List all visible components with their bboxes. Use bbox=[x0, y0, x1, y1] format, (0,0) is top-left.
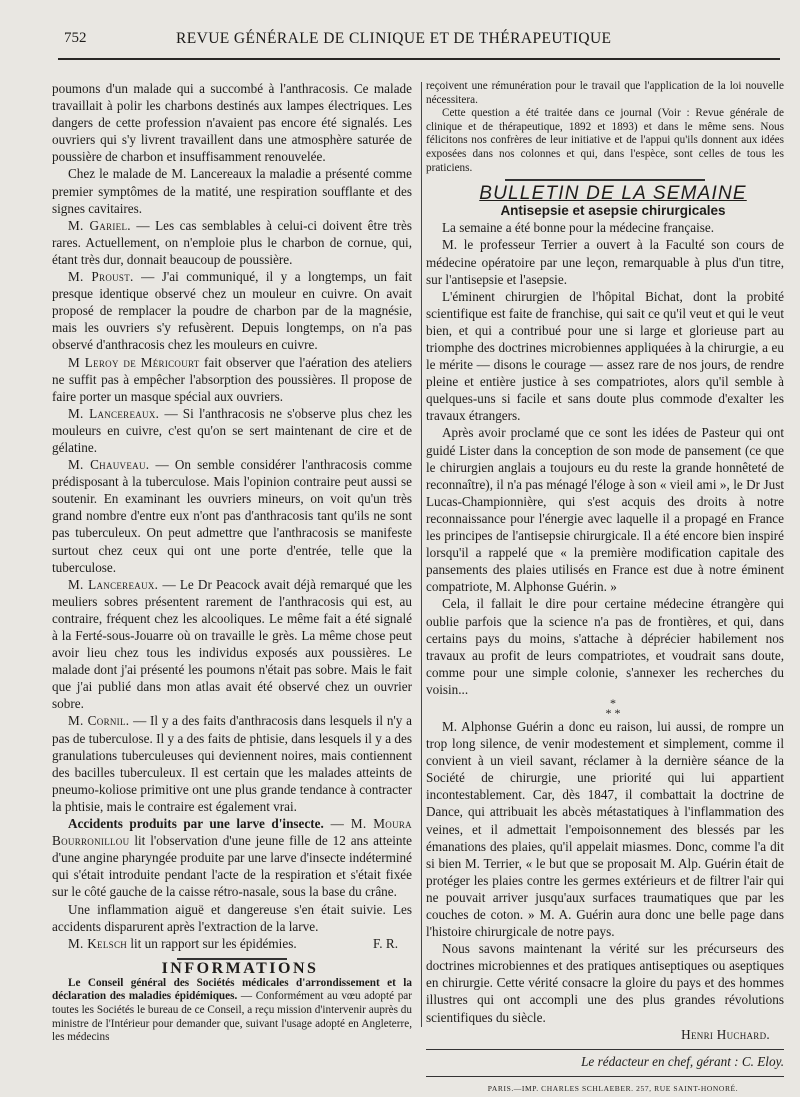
paragraph bbox=[52, 712, 412, 815]
page-header bbox=[58, 28, 780, 56]
section-heading: Accidents produits par une larve d'insecte. bbox=[68, 816, 324, 832]
paragraph: Cela, il fallait le dire pour certaine médecine étrangère qui oublie parfois que la science n'a pas de frontières, et qui, dans certains pays du moins, s'attache à déprécier habilement nos travaux au profit de leurs compatriotes, et voudrait sans doute, comme pour une simple colonie, s'annexer les recherches du voisin... bbox=[426, 596, 784, 697]
speech: — Si l'anthracosis ne s'observe plus chez les mouleurs en cuivre, c'est qu'on se sert maintenant de cire et de gélatine. bbox=[52, 405, 412, 455]
paragraph: M. le professeur Terrier a ouvert à la Faculté son cours de médecine opératoire par une leçon, remarquable à plus d'un titre, sur l'antisepsie et l'asepsie. bbox=[426, 237, 784, 287]
header-rule bbox=[58, 58, 780, 60]
speech: — J'ai communiqué, il y a longtemps, un fait presque identique observé chez un mouleur en cuivre. On avait proposé de remplacer la poudre de charbon par de la magnésie, mais les ouvriers s'y refusèrent. Depuis longtemps, on n'a pas observé d'anthracosis chez les mouleurs en cuivre. bbox=[52, 269, 412, 353]
paragraph: La semaine a été bonne pour la médecine française. bbox=[442, 220, 715, 236]
speech: fait observer que l'aération des ateliers ne suffit pas à empêcher l'absorption des poussières. Il propose de faire porter un masque spécial aux ouvriers. bbox=[52, 354, 412, 404]
speaker: — M. Moura Bourronillou bbox=[52, 816, 412, 849]
bulletin-subtitle: Antisepsie et asepsie chirurgicales bbox=[500, 203, 726, 219]
asterism: * * bbox=[605, 705, 621, 720]
paragraph bbox=[52, 354, 412, 405]
paragraph: Chez le malade de M. Lancereaux la maladie a présenté comme premier symptômes de la matité, une respiration soufflante et des signes cavitaires. bbox=[52, 166, 412, 216]
paragraph bbox=[52, 268, 412, 353]
speaker: M. Lancereaux. bbox=[68, 576, 159, 592]
speech: — On semble considérer l'anthracosis comme prédisposant à la tuberculose. Mais l'opinion contraire peut aussi se soutenir. En examinant les ouvriers mineurs, on voit qu'un très grand nombre d'entre eux n'ont pas d'anthracosis tant qu'ils ne sont pas tuberculeux. On peut admettre que l'anthracosis se manifeste surtout chez ceux qui ont une porte d'entrée, telle que la tuberculose. bbox=[52, 457, 412, 575]
asterism: * bbox=[610, 695, 616, 710]
speaker: M. Cornil. bbox=[68, 713, 130, 729]
paragraph: reçoivent une rémunération pour le travail que l'application de la loi nouvelle nécessitera. bbox=[426, 80, 784, 106]
author-signature: Henri Huchard. bbox=[681, 1026, 770, 1042]
speaker: M. Gariel. bbox=[68, 217, 131, 233]
paragraph bbox=[52, 456, 412, 576]
printer-imprint: PARIS.—IMP. CHARLES SCHLAEBER. 257, RUE SAINT-HONORÉ. bbox=[487, 1083, 739, 1093]
paragraph bbox=[52, 405, 412, 456]
speech: lit l'observation d'une jeune fille de 12 ans atteinte d'une angine pharyngée produite par une larve d'insecte indéterminé qui s'était introduite pendant l'acte de la respiration et s'était fixée sur le côté gauche de la caisse rétro-nasale, sous la base du crâne. bbox=[52, 833, 412, 900]
running-title: REVUE GÉNÉRALE DE CLINIQUE ET DE THÉRAPEUTIQUE bbox=[176, 30, 612, 47]
section-rule bbox=[505, 179, 705, 181]
speech: — Les cas semblables à celui-ci doivent être très rares. Actuellement, on n'emploie plus le charbon de cornue, qui, étant très dur, donnait beaucoup de poussière. bbox=[52, 217, 412, 267]
speaker: M. Lancereaux. bbox=[68, 405, 160, 421]
paragraph: poumons d'un malade qui a succombé à l'anthracosis. Ce malade travaillait à polir les charbons destinés aux lampes électriques. Les dangers de cette profession n'avaient pas encore été signalés. Les ouvriers qui s'y livrent travaillent dans une atmosphère saturée de poussière de charbon et insuffisamment renouvelée. bbox=[52, 81, 412, 165]
speaker: M Leroy de Méricourt bbox=[68, 354, 200, 370]
footer-rule bbox=[426, 1049, 784, 1050]
speech: lit un rapport sur les épidémies. bbox=[127, 935, 297, 951]
column-divider bbox=[421, 82, 422, 1027]
paragraph: M. Alphonse Guérin a donc eu raison, lui aussi, de rompre un trop long silence, de venir modestement et simplement, comme il convient à un vieil savant, réclamer à la dernière séance de la Société de chirurgie, une priorité qui lui appartient incontestablement. Car, dès 1847, il combattait la doctrine de Dance, qui attribuait les abcès métastatiques à l'inflammation des veines, et il admettait l'empoisonnement des blessés par les émanations des plaies, qu'il appelait miasmes. Donc, comme l'a dit si bien M. Terrier, « le but que se proposait M. Alp. Guérin était de protéger les plaies contre les germes extérieurs et de filtrer l'air qui ne pouvait arriver jusqu'aux surfaces traumatiques que par les couches de coton. » M. A. Guérin aura donc une belle page dans l'histoire chirurgicale de notre pays. bbox=[426, 718, 784, 940]
paragraph: Nous savons maintenant la vérité sur les précurseurs des doctrines microbiennes et des pratiques antiseptiques ou aseptiques en chirurgie. Cette vérité consacre la gloire du pays et des hommes illustres qui ont accompli une des plus grandes révolutions scientifiques du siècle. bbox=[426, 941, 784, 1025]
speaker: M. Kelsch bbox=[68, 935, 128, 951]
speech: — Le Dr Peacock avait déjà remarqué que les meuliers sobres présentent rarement de l'anthracosis qui est, au contraire, fréquent chez les alcooliques. Le même fait a été signalé à la Ferté-sous-Jouarre où on travaille le grès. La même chose peut avoir lieu chez tous les individus exposés aux poussières. Le malade dont j'ai présenté les poumons n'était pas sobre. Mais le fait que j'ai publié dans mon atlas avait été observé chez un ouvrier sobre. bbox=[52, 576, 412, 712]
section-heading: Le Conseil général des Sociétés médicales d'arrondissement et la déclaration des maladies épidémiques. bbox=[52, 976, 412, 1003]
page-number: 752 bbox=[64, 30, 87, 46]
paragraph bbox=[52, 977, 412, 1045]
paragraph: Cette question a été traitée dans ce journal (Voir : Revue générale de clinique et de thérapeutique, 1892 et 1893) et dans le même sens. Nous félicitons nos confrères de leur initiative et de l'appui qu'ils donnent aux idées exposées dans nos colonnes et qui, dans l'espèce, sont celles de tous les praticiens. bbox=[426, 107, 784, 174]
bulletin-title: BULLETIN DE LA SEMAINE bbox=[479, 183, 747, 205]
speech: — Conformément au vœu adopté par toutes les Sociétés le bureau de ce Conseil, a reçu mission d'intervenir auprès du ministre de l'Intérieur pour demander que, suivant l'usage adopté en Angleterre, les médecins bbox=[52, 990, 412, 1044]
paragraph bbox=[52, 217, 412, 268]
paragraph: L'éminent chirurgien de l'hôpital Bichat, dont la probité scientifique est faite de franchise, qui sait ce qu'il veut et qui le veut bien, et qui a contribué pour une si large et glorieuse part au triomphe des doctrines microbiennes appliquées à la chirurgie, a eu le mérite — disons le courage — assez rare de nos jours, de rendre pleine et entière justice à ses compatriotes, alors qu'il semble à quelques-uns si facile et sans doute plus commode d'exalter les travaux étrangers. bbox=[426, 288, 784, 424]
speaker: M. Chauveau. bbox=[68, 457, 150, 473]
paragraph bbox=[52, 815, 412, 900]
paragraph: Après avoir proclamé que ce sont les idées de Pasteur qui ont guidé Lister dans la conception de son mode de pansement (ce que le chirurgien anglais a toujours eu du reste la grande honnêteté de reconnaître), il n'a pas ménagé l'éloge à son « vieil ami », le Dr Just Lucas-Championnière, qui s'est acquis des droits à notre reconnaissance pour l'énergie avec laquelle il a propagé en France les principes de l'antisepsie chirurgicale. Il a été encore bien inspiré lorsqu'il a rappelé que « la première modification capitale des pansements des plaies utilisés en France est due à notre éminent compatriote, M. Alphonse Guérin. » bbox=[426, 425, 784, 595]
left-column bbox=[52, 80, 412, 1045]
paragraph: Une inflammation aiguë et dangereuse s'en était suivie. Les accidents disparurent après l'extraction de la larve. bbox=[52, 901, 412, 934]
editor-line: Le rédacteur en chef, gérant : C. Eloy. bbox=[581, 1053, 784, 1069]
speech: — Il y a des faits d'anthracosis dans lesquels il n'y a pas de tuberculose. Il y a des faits de phtisie, dans lesquels il y a des granulations tuberculeuses qui deviennent noires, mais contiennent des bacilles tuberculeux. Il est certain que les malades atteints de pneumo-koliose primitive ont une plus grande tendance à contracter la phtisie, mais le contraire est également vrai. bbox=[52, 713, 412, 814]
signature: F. R. bbox=[373, 935, 398, 951]
paragraph bbox=[52, 576, 412, 713]
paragraph bbox=[52, 935, 412, 952]
informations-title: INFORMATIONS bbox=[161, 959, 319, 977]
speaker: M. Proust. bbox=[68, 269, 134, 285]
right-column bbox=[426, 80, 784, 1097]
